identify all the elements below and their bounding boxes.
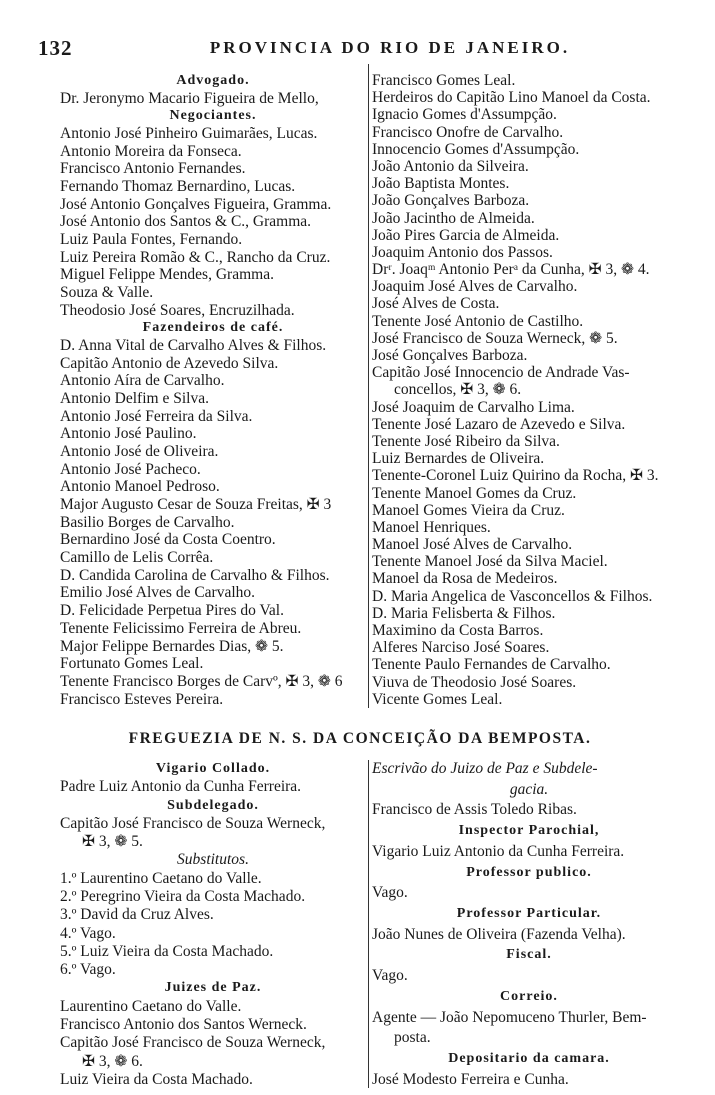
list-entry: Antonio José Pacheco. <box>60 460 201 478</box>
list-entry: Capitão José Francisco de Souza Werneck, <box>60 1034 326 1052</box>
list-entry: D. Felicidade Perpetua Pires do Val. <box>60 602 284 620</box>
list-entry: Laurentino Caetano do Valle. <box>60 997 242 1015</box>
list-entry: Bernardino José da Costa Coentro. <box>60 531 276 549</box>
entry-continuation: ✠ 3, ❁ 5. <box>82 833 143 851</box>
column-divider-top <box>368 64 369 708</box>
list-entry: Capitão José Francisco de Souza Werneck, <box>60 814 326 832</box>
list-entry: João Jacintho de Almeida. <box>372 209 535 227</box>
list-entry: João Pires Garcia de Almeida. <box>372 226 560 244</box>
section-subheading: gacia. <box>509 780 549 798</box>
list-entry: Antonio José de Oliveira. <box>60 443 219 461</box>
list-entry: Tenente José Ribeiro da Silva. <box>372 432 560 450</box>
section-heading: Fiscal. <box>506 947 552 963</box>
list-entry: Basilio Borges de Carvalho. <box>60 513 235 531</box>
section-heading: Professor publico. <box>466 864 592 880</box>
list-entry: José Antonio dos Santos & C., Gramma. <box>60 213 312 231</box>
list-entry: Tenente Francisco Borges de Carvº, ✠ 3, ❁ 6 <box>60 672 343 690</box>
list-entry: Drʳ. Joaqᵐ Antonio Perᵃ da Cunha, ✠ 3, ❁ 4. <box>372 261 650 279</box>
list-entry: Tenente Felicissimo Ferreira de Abreu. <box>60 619 302 637</box>
list-entry: Tenente Manoel José da Silva Maciel. <box>372 553 608 571</box>
list-entry: José Francisco de Souza Werneck, ❁ 5. <box>372 329 618 347</box>
list-entry: Emilio José Alves de Carvalho. <box>60 584 256 602</box>
list-entry: Antonio Aíra de Carvalho. <box>60 372 225 390</box>
top-left-column <box>60 72 366 708</box>
list-entry: Alferes Narciso José Soares. <box>372 639 550 657</box>
list-entry: José Modesto Ferreira e Cunha. <box>372 1070 569 1088</box>
list-entry: Luiz Bernardes de Oliveira. <box>372 450 545 468</box>
list-entry: Capitão Antonio de Azevedo Silva. <box>60 354 279 372</box>
list-entry: Vicente Gomes Leal. <box>372 690 503 708</box>
list-entry: Luiz Vieira da Costa Machado. <box>60 1070 253 1088</box>
section-subheading: Substitutos. <box>177 851 249 869</box>
bottom-right-column <box>372 760 686 1088</box>
entry-continuation: posta. <box>394 1029 431 1047</box>
list-entry: Major Felippe Bernardes Dias, ❁ 5. <box>60 637 284 655</box>
list-entry: Souza & Valle. <box>60 284 154 302</box>
list-entry: Miguel Felippe Mendes, Gramma. <box>60 266 274 284</box>
list-entry: Antonio Moreira da Fonseca. <box>60 142 242 160</box>
list-entry: Ignacio Gomes d'Assumpção. <box>372 106 557 124</box>
list-entry: Fernando Thomaz Bernardino, Lucas. <box>60 178 296 196</box>
list-entry: Manoel da Rosa de Medeiros. <box>372 570 558 588</box>
list-entry: João Antonio da Silveira. <box>372 157 529 175</box>
list-entry: Theodosio José Soares, Encruzilhada. <box>60 301 295 319</box>
list-entry: Fortunato Gomes Leal. <box>60 655 204 673</box>
list-entry: José Antonio Gonçalves Figueira, Gramma. <box>60 195 332 213</box>
list-entry: Agente — João Nepomuceno Thurler, Bem- <box>372 1008 647 1026</box>
list-entry: 2.º Peregrino Vieira da Costa Machado. <box>60 887 306 905</box>
section-heading: Advogado. <box>176 73 250 88</box>
list-entry: Antonio José Pinheiro Guimarães, Lucas. <box>60 125 318 143</box>
list-entry: Dr. Jeronymo Macario Figueira de Mello, <box>60 89 319 107</box>
list-entry: 1.º Laurentino Caetano do Valle. <box>60 869 262 887</box>
list-entry: Francisco Gomes Leal. <box>372 72 516 89</box>
list-entry: 3.º David da Cruz Alves. <box>60 906 214 924</box>
running-title: PROVINCIA DO RIO DE JANEIRO. <box>209 38 571 57</box>
section-heading: Professor Particular. <box>456 906 602 922</box>
list-entry: Francisco Antonio dos Santos Werneck. <box>60 1015 307 1033</box>
list-entry: Camillo de Lelis Corrêa. <box>60 549 214 567</box>
list-entry: Innocencio Gomes d'Assumpção. <box>372 140 580 158</box>
list-entry: José Gonçalves Barboza. <box>372 347 528 364</box>
list-entry: Capitão José Innocencio de Andrade Vas- <box>372 364 630 382</box>
list-entry: Antonio Manoel Pedroso. <box>60 478 220 496</box>
list-entry: Francisco Onofre de Carvalho. <box>372 123 564 141</box>
list-entry: Tenente José Antonio de Castilho. <box>372 312 584 330</box>
list-entry: José Joaquim de Carvalho Lima. <box>372 398 575 416</box>
list-entry: Vigario Luiz Antonio da Cunha Ferreira. <box>372 842 625 860</box>
list-entry: Manoel José Alves de Carvalho. <box>372 536 573 554</box>
section-title: FREGUEZIA DE N. S. DA CONCEIÇÃO DA BEMPOSTA. <box>128 730 592 747</box>
list-entry: Francisco Antonio Fernandes. <box>60 160 246 178</box>
list-entry: Luiz Pereira Romão & C., Rancho da Cruz. <box>60 248 331 266</box>
section-heading: Correio. <box>500 988 558 1004</box>
list-entry: José Alves de Costa. <box>372 295 500 313</box>
list-entry: Manoel Gomes Vieira da Cruz. <box>372 501 565 519</box>
list-entry: Francisco de Assis Toledo Ribas. <box>372 801 577 819</box>
list-entry: João Nunes de Oliveira (Fazenda Velha). <box>372 925 626 943</box>
list-entry: Joaquim José Alves de Carvalho. <box>372 278 578 296</box>
list-entry: D. Maria Felisberta & Filhos. <box>372 604 556 622</box>
list-entry: Padre Luiz Antonio da Cunha Ferreira. <box>60 778 302 796</box>
list-entry: Herdeiros do Capitão Lino Manoel da Costa. <box>372 89 651 107</box>
list-entry: Tenente José Lazaro de Azevedo e Silva. <box>372 415 626 433</box>
bottom-left-column <box>60 760 366 1088</box>
list-entry: D. Anna Vital de Carvalho Alves & Filhos. <box>60 337 327 355</box>
list-entry: Maximino da Costa Barros. <box>372 622 544 639</box>
page-number: 132 <box>38 36 73 60</box>
section-heading: Vigario Collado. <box>155 761 271 776</box>
section-heading: Juizes de Paz. <box>164 980 262 996</box>
list-entry: Tenente Paulo Fernandes de Carvalho. <box>372 656 611 674</box>
list-entry: D. Candida Carolina de Carvalho & Filhos. <box>60 566 330 584</box>
list-entry: Joaquim Antonio dos Passos. <box>372 243 553 261</box>
list-entry: Major Augusto Cesar de Souza Freitas, ✠ 3 <box>60 496 332 514</box>
section-heading: Inspector Parochial, <box>458 823 600 839</box>
list-entry: Vago. <box>372 884 408 902</box>
list-entry: D. Maria Angelica de Vasconcellos & Filhos. <box>372 587 653 605</box>
list-entry: Antonio José Paulino. <box>60 425 197 443</box>
list-entry: João Baptista Montes. <box>372 175 510 193</box>
list-entry: Tenente-Coronel Luiz Quirino da Rocha, ✠ 3. <box>372 467 659 485</box>
top-right-column <box>372 72 686 708</box>
list-entry: Francisco Esteves Pereira. <box>60 690 224 708</box>
list-entry: Manoel Henriques. <box>372 518 491 536</box>
entry-continuation: ✠ 3, ❁ 6. <box>82 1052 143 1070</box>
list-entry: Viuva de Theodosio José Soares. <box>372 673 577 691</box>
list-entry: Vago. <box>372 967 408 985</box>
list-entry: Antonio Delfim e Silva. <box>60 390 209 408</box>
section-heading: Depositario da camara. <box>448 1051 610 1067</box>
entry-continuation: concellos, ✠ 3, ❁ 6. <box>394 381 522 399</box>
list-entry: 5.º Luiz Vieira da Costa Machado. <box>60 942 274 960</box>
list-entry: 6.º Vago. <box>60 961 116 979</box>
column-divider-bottom <box>368 760 369 1088</box>
section-heading: Negociantes. <box>169 108 257 124</box>
list-entry: Antonio José Ferreira da Silva. <box>60 407 253 425</box>
list-entry: Tenente Manoel Gomes da Cruz. <box>372 484 577 502</box>
italic-heading: Escrivão do Juizo de Paz e Subdele- <box>372 760 598 777</box>
section-heading: Subdelegado. <box>167 797 259 813</box>
list-entry: João Gonçalves Barboza. <box>372 192 530 210</box>
section-heading: Fazendeiros de café. <box>142 320 284 336</box>
list-entry: Luiz Paula Fontes, Fernando. <box>60 231 243 249</box>
list-entry: 4.º Vago. <box>60 924 116 942</box>
